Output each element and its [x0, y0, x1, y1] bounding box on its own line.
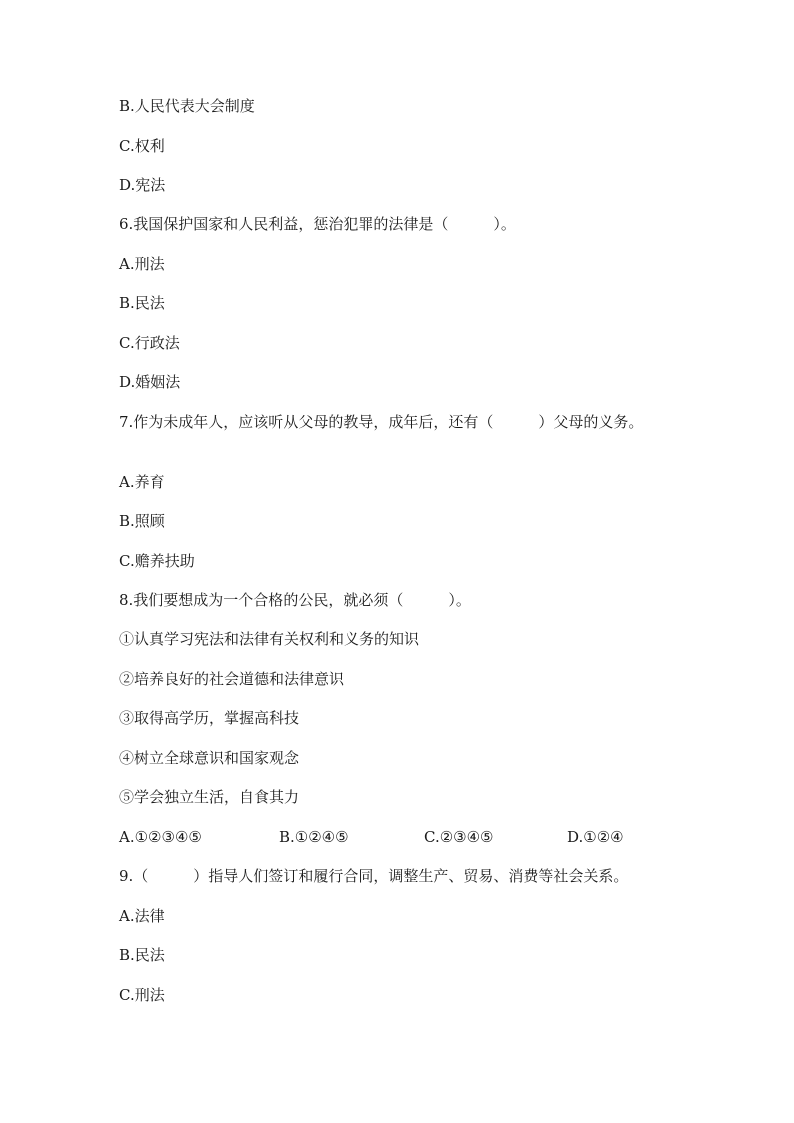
q6-option-a: A.刑法: [119, 255, 165, 273]
q8-statement-2: ②培养良好的社会道德和法律意识: [119, 670, 345, 688]
q8-stem: 8.我们要想成为一个合格的公民，就必须（ ）。: [119, 591, 471, 609]
q9-option-c: C.刑法: [119, 986, 165, 1004]
q5-option-d: D.宪法: [119, 176, 166, 194]
q9-option-b: B.民法: [119, 946, 165, 964]
q5-option-b: B.人民代表大会制度: [119, 97, 255, 115]
q8-option-d: D.①②④: [567, 828, 624, 846]
q8-statement-5: ⑤学会独立生活，自食其力: [119, 788, 300, 806]
q8-statement-3: ③取得高学历，掌握高科技: [119, 709, 300, 727]
q8-option-c: C.②③④⑤: [424, 828, 494, 846]
q6-option-b: B.民法: [119, 294, 165, 312]
q7-stem: 7.作为未成年人，应该听从父母的教导，成年后，还有（ ）父母的义务。: [119, 413, 644, 431]
q7-option-b: B.照顾: [119, 512, 165, 530]
q7-option-a: A.养育: [119, 473, 165, 491]
q6-stem: 6.我国保护国家和人民利益，惩治犯罪的法律是（ ）。: [119, 215, 516, 233]
q8-statement-4: ④树立全球意识和国家观念: [119, 749, 300, 767]
q8-statement-1: ①认真学习宪法和法律有关权利和义务的知识: [119, 630, 420, 648]
q8-option-b: B.①②④⑤: [279, 828, 349, 846]
q6-option-d: D.婚姻法: [119, 373, 181, 391]
q9-option-a: A.法律: [119, 907, 165, 925]
q7-option-c: C.赡养扶助: [119, 552, 195, 570]
q5-option-c: C.权利: [119, 137, 165, 155]
q8-options-row: [119, 827, 679, 847]
q6-option-c: C.行政法: [119, 334, 180, 352]
q9-stem: 9.（ ）指导人们签订和履行合同，调整生产、贸易、消费等社会关系。: [119, 867, 629, 885]
q8-option-a: A.①②③④⑤: [119, 828, 202, 846]
